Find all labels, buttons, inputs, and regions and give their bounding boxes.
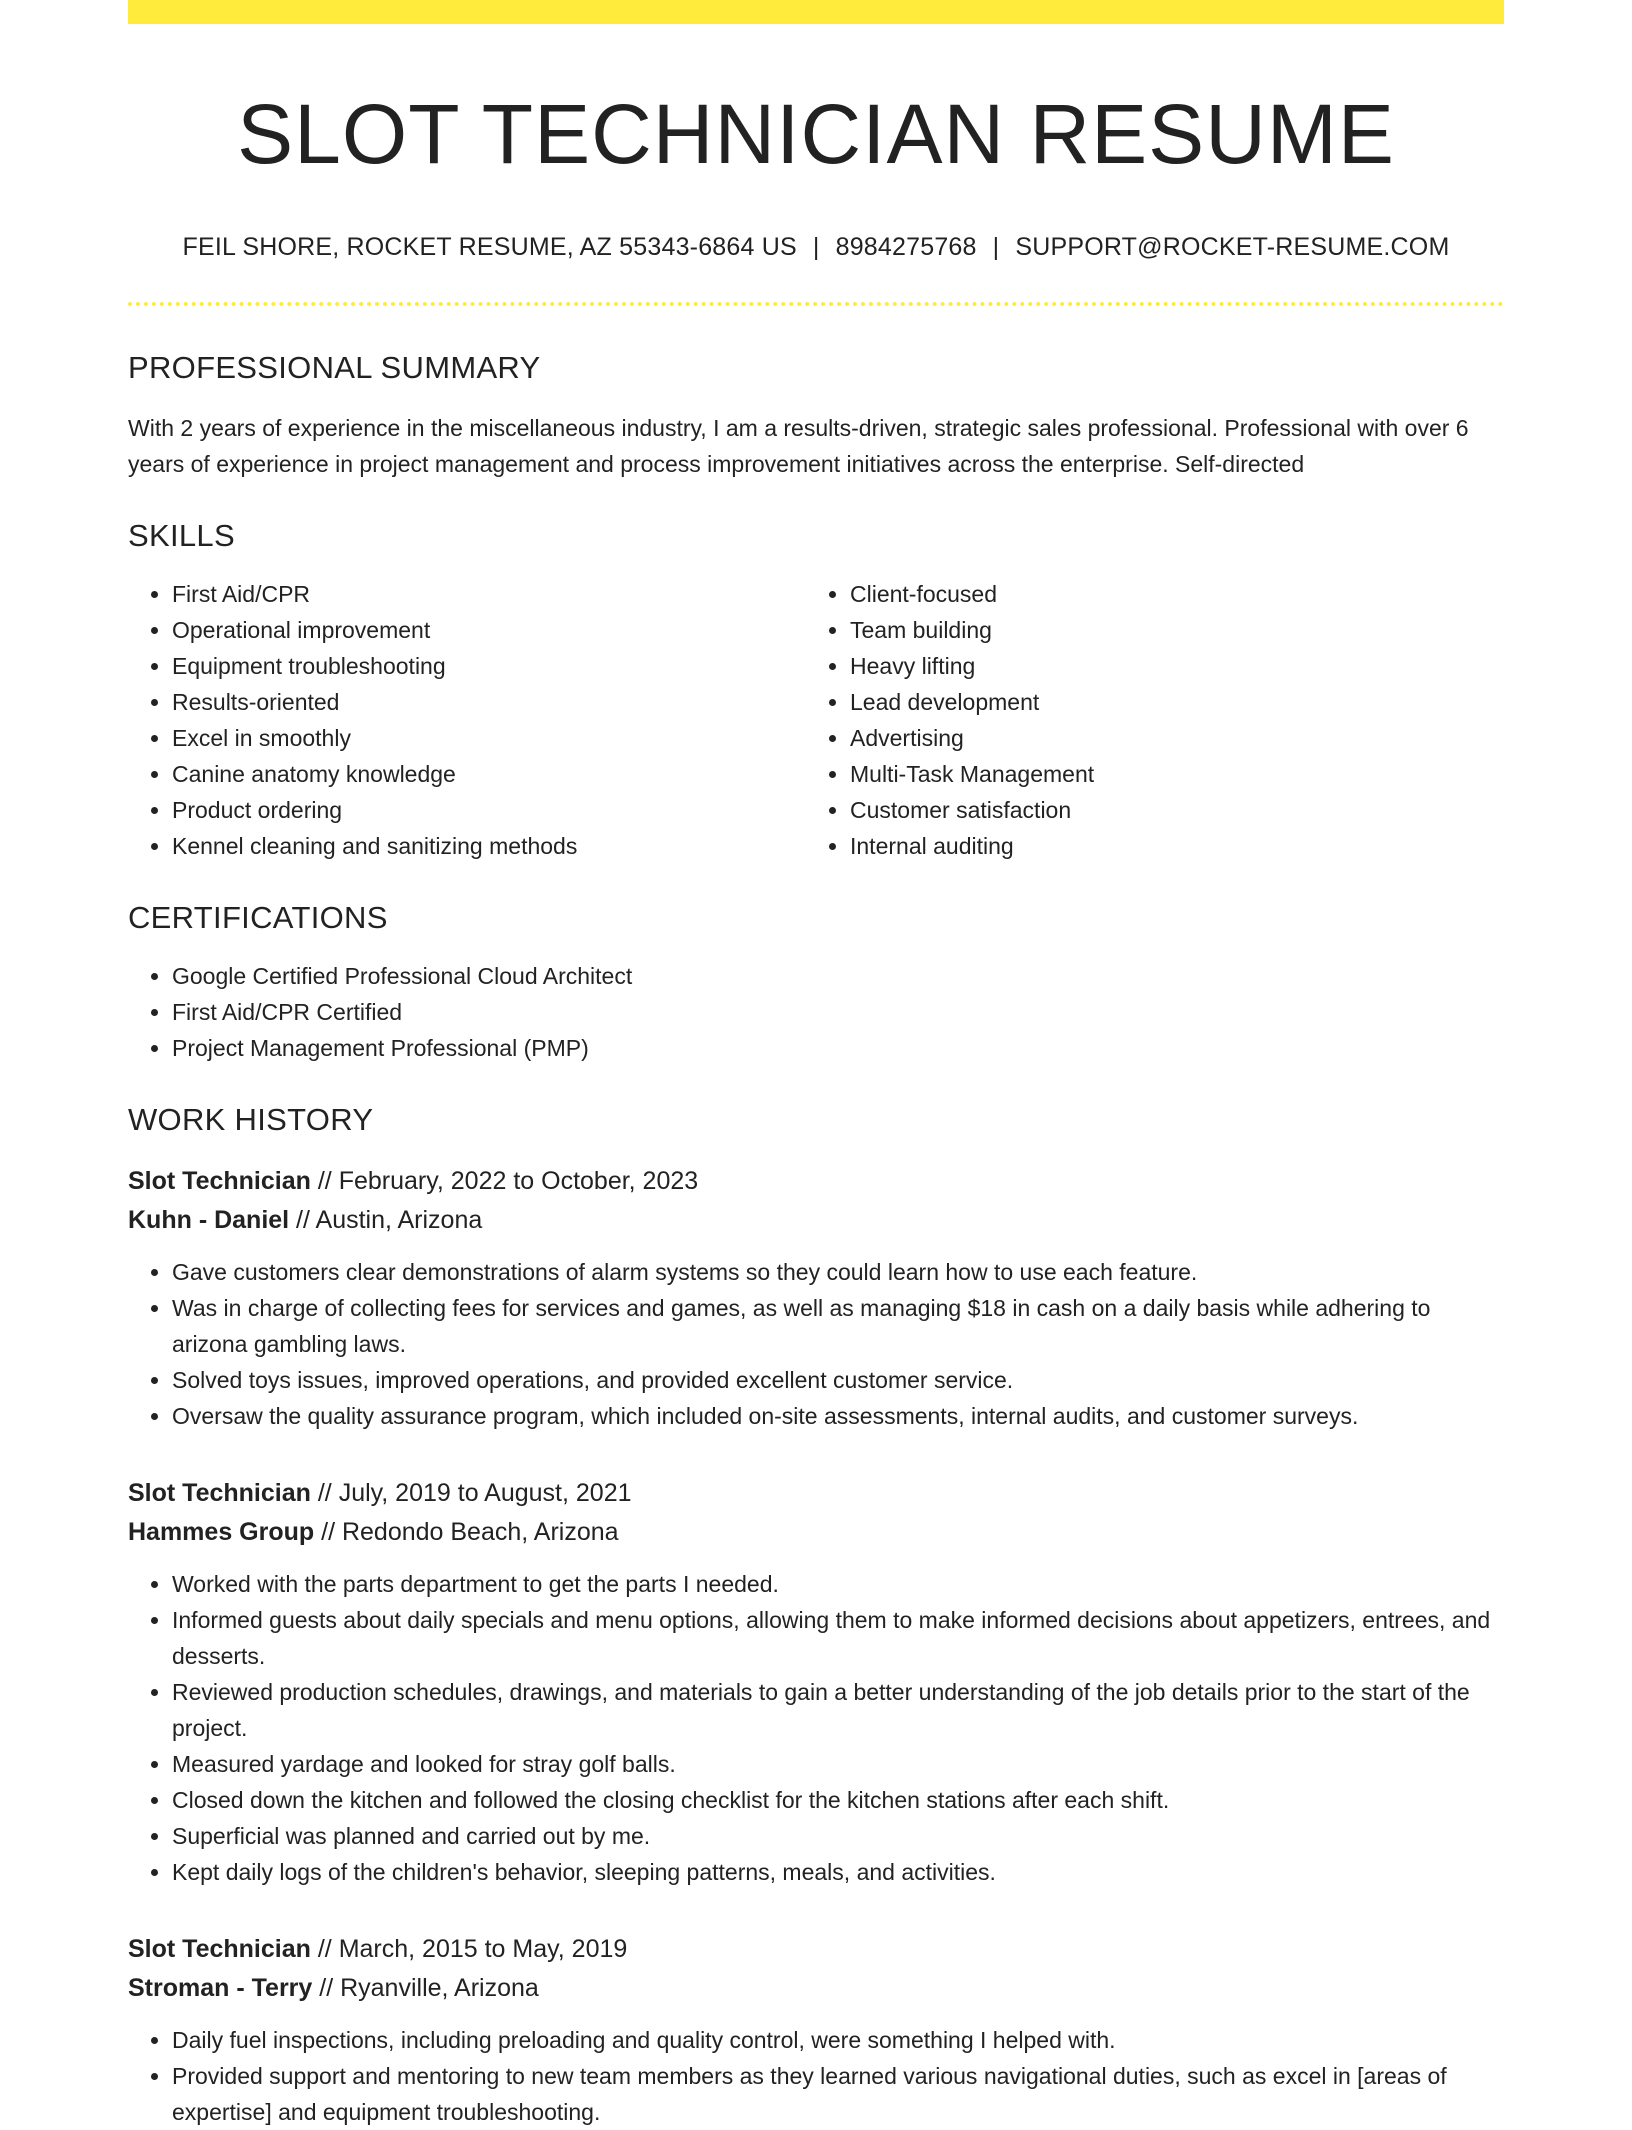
job-role: Slot Technician: [128, 1166, 311, 1195]
job-location: // Ryanville, Arizona: [312, 1973, 539, 2002]
job-company: Hammes Group: [128, 1517, 315, 1546]
skill-item: • Excel in smoothly: [172, 720, 806, 756]
resume-title: SLOT TECHNICIAN RESUME: [237, 87, 1395, 181]
skill-item: • Customer satisfaction: [850, 792, 1484, 828]
skill-item: • Kennel cleaning and sanitizing methods: [172, 828, 806, 864]
job-role: Slot Technician: [128, 1478, 311, 1507]
skills-list-right: [806, 576, 1484, 864]
job-duty: • Superficial was planned and carried out by me.: [172, 1818, 1504, 1854]
job-duty: • Provided support and mentoring to new team members as they learned various navigational duties, such as excel in [areas of expertise] and equipment troubleshooting.: [172, 2058, 1504, 2130]
skills-columns: [128, 576, 1504, 864]
job-duties: [128, 1254, 1504, 1434]
job-duty: • Measured yardage and looked for stray golf balls.: [172, 1746, 1504, 1782]
job-duties: [128, 1566, 1504, 1890]
job-dates: // July, 2019 to August, 2021: [310, 1478, 632, 1507]
job-location: // Redondo Beach, Arizona: [314, 1517, 619, 1546]
job-entry: [128, 1162, 1504, 1434]
skill-item: • Heavy lifting: [850, 648, 1484, 684]
skill-item: • Operational improvement: [172, 612, 806, 648]
job-company: Stroman - Terry: [128, 1973, 313, 2002]
dotted-divider: [128, 302, 1504, 306]
contact-separator: |: [992, 232, 1000, 261]
skill-item: • Advertising: [850, 720, 1484, 756]
skill-item: • Lead development: [850, 684, 1484, 720]
job-company-line: [128, 1969, 1504, 2008]
job-duty: • Worked with the parts department to get the parts I needed.: [172, 1566, 1504, 1602]
job-role-line: [128, 1930, 1504, 1969]
job-duty: • Closed down the kitchen and followed the closing checklist for the kitchen stations after each shift.: [172, 1782, 1504, 1818]
job-company-line: [128, 1513, 1504, 1552]
skill-item: • First Aid/CPR: [172, 576, 806, 612]
certifications-heading: CERTIFICATIONS: [128, 899, 388, 935]
job-duty: • Reviewed production schedules, drawings, and materials to gain a better understanding of the job details prior to the start of the project.: [172, 1674, 1504, 1746]
job-duty: • Informed guests about daily specials and menu options, allowing them to make informed decisions about appetizers, entrees, and desserts.: [172, 1602, 1504, 1674]
certifications-list: [128, 958, 1504, 1066]
contact-line: [128, 233, 1504, 262]
job-role-line: [128, 1474, 1504, 1513]
contact-phone: 8984275768: [835, 232, 977, 261]
job-role-line: [128, 1162, 1504, 1201]
job-dates: // February, 2022 to October, 2023: [310, 1166, 699, 1195]
job-duties: [128, 2022, 1504, 2130]
resume-page: [128, 0, 1504, 2130]
skill-item: • Multi-Task Management: [850, 756, 1484, 792]
contact-separator: |: [812, 232, 820, 261]
skill-item: • Internal auditing: [850, 828, 1484, 864]
job-entry: [128, 1474, 1504, 1890]
job-company: Kuhn - Daniel: [128, 1205, 290, 1234]
accent-bar: [128, 0, 1504, 24]
work-history-heading: WORK HISTORY: [128, 1101, 374, 1137]
skill-item: • Product ordering: [172, 792, 806, 828]
job-duty: • Oversaw the quality assurance program, which included on-site assessments, internal audits, and customer surveys.: [172, 1398, 1504, 1434]
skill-item: • Client-focused: [850, 576, 1484, 612]
job-duty: • Kept daily logs of the children's behavior, sleeping patterns, meals, and activities.: [172, 1854, 1504, 1890]
job-duty: • Daily fuel inspections, including preloading and quality control, were something I helped with.: [172, 2022, 1504, 2058]
certification-item: • Google Certified Professional Cloud Architect: [172, 958, 1504, 994]
skills-list-left: [128, 576, 806, 864]
summary-heading: PROFESSIONAL SUMMARY: [128, 349, 541, 385]
job-location: // Austin, Arizona: [289, 1205, 483, 1234]
job-company-line: [128, 1201, 1504, 1240]
job-duty: • Gave customers clear demonstrations of alarm systems so they could learn how to use each feature.: [172, 1254, 1504, 1290]
certification-item: • First Aid/CPR Certified: [172, 994, 1504, 1030]
skills-heading: SKILLS: [128, 517, 235, 553]
job-role: Slot Technician: [128, 1934, 311, 1963]
skill-item: • Results-oriented: [172, 684, 806, 720]
job-dates: // March, 2015 to May, 2019: [310, 1934, 628, 1963]
job-entry: [128, 1930, 1504, 2130]
skill-item: • Canine anatomy knowledge: [172, 756, 806, 792]
skill-item: • Team building: [850, 612, 1484, 648]
summary-text: With 2 years of experience in the miscellaneous industry, I am a results-driven, strategic sales professional. Professional with over 6 years of experience in project management and process improvement initiatives across the enterprise. Self-directed: [128, 414, 1469, 477]
certification-item: • Project Management Professional (PMP): [172, 1030, 1504, 1066]
contact-email: SUPPORT@ROCKET-RESUME.COM: [1015, 232, 1450, 261]
skill-item: • Equipment troubleshooting: [172, 648, 806, 684]
contact-address: FEIL SHORE, ROCKET RESUME, AZ 55343-6864 US: [182, 232, 797, 261]
job-duty: • Was in charge of collecting fees for services and games, as well as managing $18 in cash on a daily basis while adhering to arizona gambling laws.: [172, 1290, 1504, 1362]
job-duty: • Solved toys issues, improved operations, and provided excellent customer service.: [172, 1362, 1504, 1398]
